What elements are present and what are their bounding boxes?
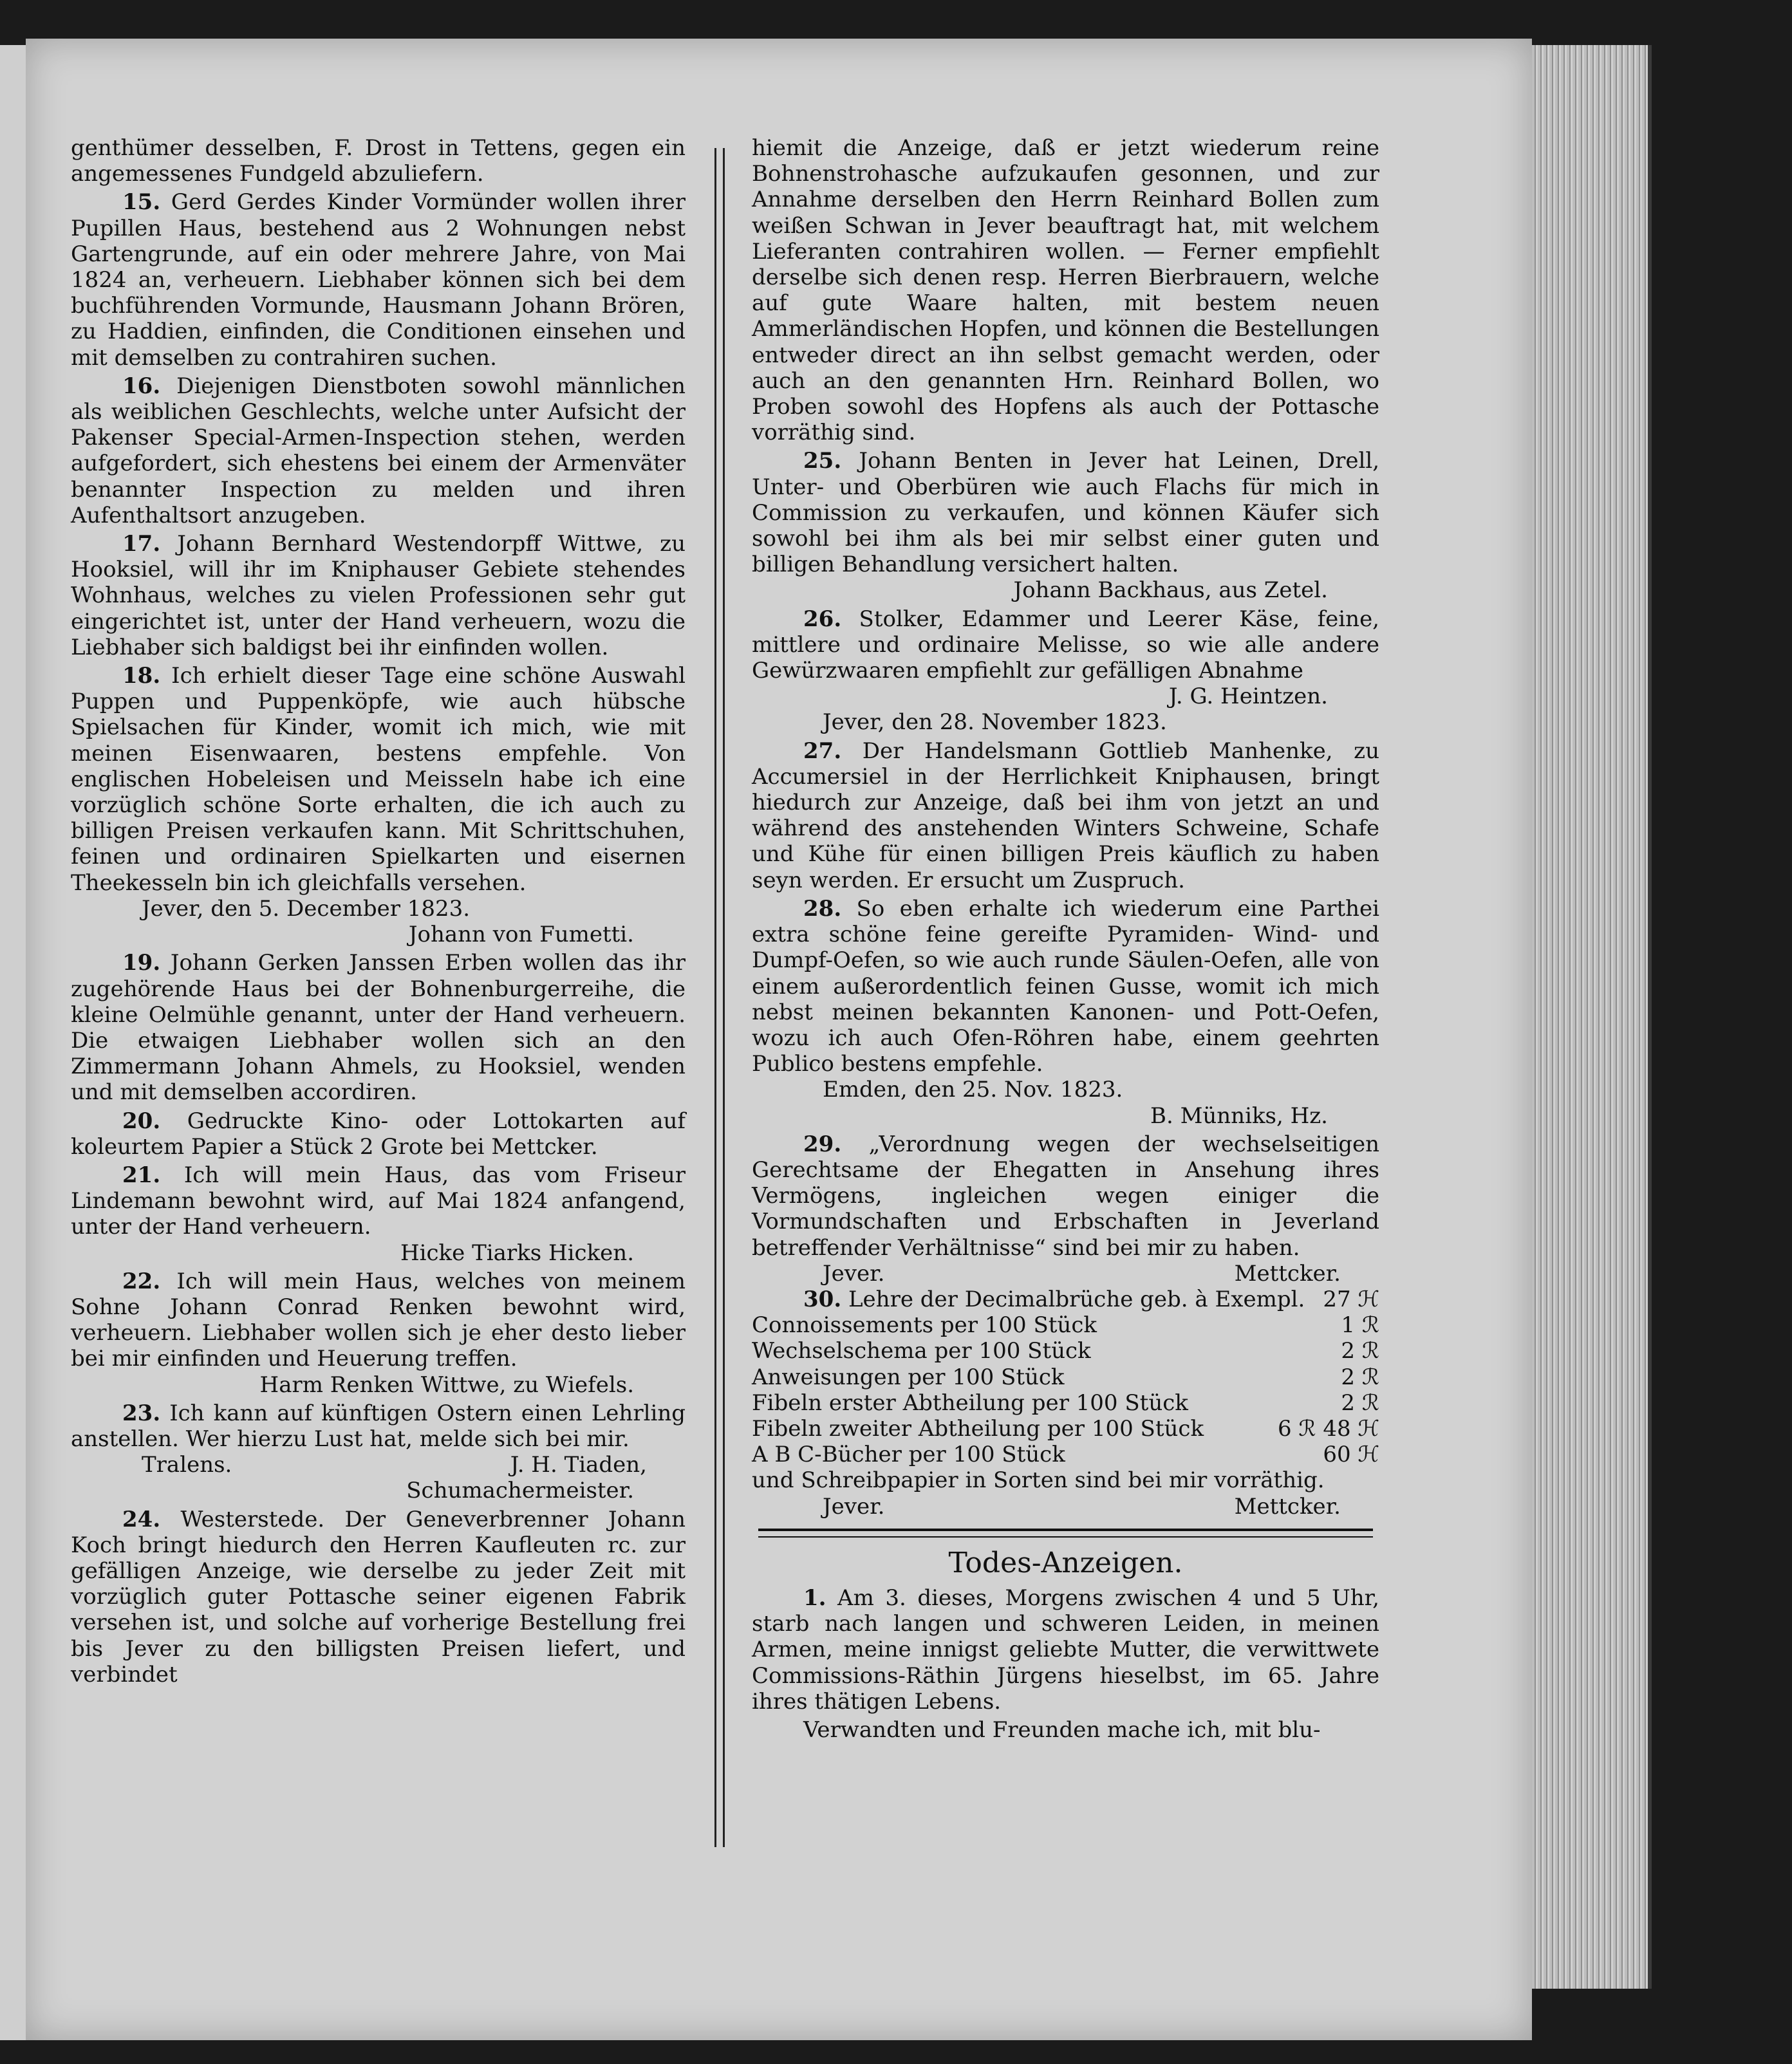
price-value: 27 ℋ xyxy=(1323,1286,1379,1312)
notice-signature-title: Schumachermeister. xyxy=(406,1478,634,1504)
price-label: Anweisungen per 100 Stück xyxy=(752,1364,1065,1390)
notice-text: Stolker, Edammer und Leerer Käse, feine, mittlere und ordinaire Melisse, so wie alle andere Gewürzwaaren empfiehlt zur gefälligen Abnahme xyxy=(752,606,1379,684)
notice-text: Johann Gerken Janssen Erben wollen das ihr zugehörende Haus bei der Bohnenburgerreihe, die kleine Oelmühle genannt, unter der Hand verheuern. Die etwaigen Liebhaber wollen sich an den Zimmermann Johann Ahmels, zu Hooksiel, wenden und mit demselben accordiren. xyxy=(71,950,686,1106)
notice-text: Johann Benten in Jever hat Leinen, Drell, Unter- und Oberbüren wie auch Flachs für mich in Commission zu verkaufen, und können Käufer sich sowohl bei ihm als bei mir selbst einer guten und billigen Behandlung versichert halten. xyxy=(752,448,1380,578)
price-row xyxy=(752,1338,1379,1364)
notice-25 xyxy=(752,448,1379,577)
notice-28 xyxy=(752,896,1379,1077)
notice-number: 17. xyxy=(122,531,161,557)
price-value: 2 ℛ xyxy=(1341,1338,1379,1364)
notice-signature-line xyxy=(71,1452,686,1478)
notice-24 xyxy=(71,1507,686,1687)
intro-text: genthümer desselben, F. Drost in Tettens, gegen ein angemessenes Fundgeld abzuliefern. xyxy=(71,135,686,187)
notice-number: 19. xyxy=(122,950,161,976)
price-value: 1 ℛ xyxy=(1341,1312,1379,1339)
notice-19 xyxy=(71,950,686,1105)
notice-signature: B. Münniks, Hz. xyxy=(1150,1102,1328,1129)
notice-date: Jever, den 5. December 1823. xyxy=(142,895,471,922)
notice-number: 1. xyxy=(803,1585,826,1611)
notice-signature: Johann Backhaus, aus Zetel. xyxy=(1013,577,1328,604)
notice-place: Tralens. xyxy=(142,1452,232,1478)
notice-15 xyxy=(71,189,686,370)
notice-signature-line xyxy=(752,1261,1379,1287)
notice-29 xyxy=(752,1131,1379,1261)
notice-text: Westerstede. Der Geneverbrenner Johann Koch bringt hiedurch den Herren Kaufleuten rc. zur gefälligen Anzeige, wie derselbe zu jeder Zeit mit vorzüglich guter Pottasche seiner eigenen Fabrik versehen ist, und solche auf vorherige Bestellung frei bis Jever zu den billigsten Preisen liefert, und verbindet xyxy=(71,1506,686,1687)
notice-text: Gerd Gerdes Kinder Vormünder wollen ihrer Pupillen Haus, bestehend aus 2 Wohnungen nebst Gartengrunde, auf ein oder mehrere Jahre, von Mai 1824 an, verheuern. Liebhaber können sich bei dem buchführenden Vormunde, Hausmann Johann Brören, zu Haddien, einfinden, die Conditionen einsehen und mit demselben zu contrahiren suchen. xyxy=(71,189,686,371)
notice-number: 29. xyxy=(803,1131,842,1157)
notice-18 xyxy=(71,663,686,896)
price-value: 2 ℛ xyxy=(1341,1364,1379,1390)
notice-number: 25. xyxy=(803,448,842,474)
notice-date: Jever, den 28. November 1823. xyxy=(823,709,1167,736)
price-value: 60 ℋ xyxy=(1323,1442,1379,1468)
notice-signature: J. H. Tiaden, xyxy=(510,1452,647,1478)
notice-number: 21. xyxy=(122,1162,161,1188)
notice-26 xyxy=(752,606,1379,684)
notice-text: Ich will mein Haus, welches von meinem Sohne Johann Conrad Renken bewohnt wird, verheuern. Liebhaber wollen sich je eher desto lieber bei mir einfinden und Heuerung treffen. xyxy=(71,1268,686,1372)
notice-place: Jever. xyxy=(823,1260,885,1287)
notice-27 xyxy=(752,738,1379,893)
notice-number: 18. xyxy=(122,663,161,689)
notice-signature: Mettcker. xyxy=(1234,1493,1341,1520)
notice-number: 15. xyxy=(122,189,161,216)
notice-date: Emden, den 25. Nov. 1823. xyxy=(823,1077,1123,1103)
notice-number: 24. xyxy=(122,1506,161,1532)
notice-number: 26. xyxy=(803,606,842,632)
price-label: Fibeln zweiter Abtheilung per 100 Stück xyxy=(752,1415,1204,1442)
notice-number: 23. xyxy=(122,1400,161,1426)
notice-place: Jever. xyxy=(823,1493,885,1520)
price-list-closing: und Schreibpapier in Sorten sind bei mir vorräthig. xyxy=(752,1467,1325,1494)
notice-text: Diejenigen Dienstboten sowohl männlichen als weiblichen Geschlechts, welche unter Aufsicht der Pakenser Special-Armen-Inspection stehen, werden aufgefordert, sich ehestens bei einem der Armenväter benannter Inspection zu melden und ihren Aufenthaltsort anzugeben. xyxy=(71,373,686,528)
notice-signature: J. G. Heintzen. xyxy=(1168,683,1328,710)
price-row xyxy=(752,1390,1379,1416)
notice-number: 20. xyxy=(122,1108,161,1134)
notice-signature: Johann von Fumetti. xyxy=(408,922,634,948)
notice-text: Ich will mein Haus, das vom Friseur Lindemann bewohnt wird, auf Mai 1824 anfangend, unter der Hand verheuern. xyxy=(71,1162,686,1240)
price-row xyxy=(752,1364,1379,1390)
notice-number: 22. xyxy=(122,1268,161,1294)
price-label: Fibeln erster Abtheilung per 100 Stück xyxy=(752,1390,1188,1416)
death-notice-1 xyxy=(752,1585,1379,1715)
price-label: A B C-Bücher per 100 Stück xyxy=(752,1442,1065,1468)
price-value: 6 ℛ 48 ℋ xyxy=(1277,1415,1379,1442)
notice-signature: Hicke Tiarks Hicken. xyxy=(400,1240,634,1266)
notice-17 xyxy=(71,531,686,660)
notice-23 xyxy=(71,1400,686,1452)
price-value: 2 ℛ xyxy=(1341,1390,1379,1416)
notice-16 xyxy=(71,373,686,528)
notice-number: 28. xyxy=(803,895,842,922)
price-label: Lehre der Decimalbrüche geb. à Exempl. xyxy=(848,1286,1305,1312)
notice-text: Der Handelsmann Gottlieb Manhenke, zu Accumersiel in der Herrlichkeit Kniphausen, bringt hiedurch zur Anzeige, daß bei ihm von jetzt an und während des anstehenden Winters Schweine, Schafe und Kühe für einen billigen Preis käuflich zu haben seyn werden. Er ersucht um Zuspruch. xyxy=(752,738,1379,893)
section-rule xyxy=(758,1529,1373,1538)
column-divider xyxy=(714,148,725,1847)
left-column xyxy=(71,135,686,1687)
deaths-heading: Todes-Anzeigen. xyxy=(948,1546,1183,1579)
death-notice-1-continued: Verwandten und Freunden mache ich, mit blu- xyxy=(803,1716,1321,1743)
notice-signature-line xyxy=(752,1494,1379,1520)
notice-text: Ich erhielt dieser Tage eine schöne Auswahl Puppen und Puppenköpfe, wie auch hübsche Spielsachen für Kinder, womit ich mich, wie mit meinen Eisenwaaren, bestens empfehle. Von englischen Hobeleisen und Meisseln habe ich eine vorzüglich schöne Sorte erhalten, die ich auch zu billigen Preisen verkaufen kann. Mit Schrittschuhen, feinen und ordinairen Spielkarten und eisernen Theekesseln bin ich gleichfalls versehen. xyxy=(71,663,686,896)
notice-text: Am 3. dieses, Morgens zwischen 4 und 5 Uhr, starb nach langen und schweren Leiden, in meinen Armen, meine innigst geliebte Mutter, die verwittwete Commissions-Räthin Jürgens hieselbst, im 65. Jahre ihres thätigen Lebens. xyxy=(752,1585,1379,1715)
notice-22 xyxy=(71,1269,686,1372)
price-row xyxy=(752,1287,1379,1312)
price-row xyxy=(752,1312,1379,1338)
right-column xyxy=(752,135,1379,1743)
notice-number: 27. xyxy=(803,738,842,764)
price-row xyxy=(752,1416,1379,1442)
notice-text: „Verordnung wegen der wechselseitigen Gerechtsame der Ehegatten in Ansehung ihres Vermögens, ingleichen wegen einiger die Vormundschaften und Erbschaften in Jeverland betreffender Verhältnisse“ sind bei mir zu haben. xyxy=(752,1131,1379,1261)
price-row xyxy=(752,1442,1379,1467)
notice-text: So eben erhalte ich wiederum eine Parthei extra schöne feine gereifte Pyramiden- Wind- und Dumpf-Oefen, so wie auch runde Säulen-Oefen, alle von einem außerordentlich feinen Gusse, womit ich mich nebst meinen bekannten Kanonen- und Pott-Oefen, wozu ich auch Ofen-Röhren habe, einem geehrten Publico bestens empfehle. xyxy=(752,895,1380,1077)
notice-number: 16. xyxy=(122,373,161,399)
notice-24-continued: hiemit die Anzeige, daß er jetzt wiederum reine Bohnenstrohasche aufzukaufen gesonnen, und zur Annahme derselben den Herrn Reinhard Bollen zum weißen Schwan in Jever beauftragt hat, mit welchem Lieferanten contrahiren wollen. — Ferner empfiehlt derselbe sich denen resp. Herren Bierbrauern, welche auf gute Waare halten, mit bestem neuen Ammerländischen Hopfen, und können die Bestellungen entweder direct an ihn selbst gemacht werden, oder auch an den genannten Hrn. Reinhard Bollen, wo Proben sowohl des Hopfens als auch der Pottasche vorräthig sind. xyxy=(752,135,1379,446)
notice-text: Johann Bernhard Westendorpff Wittwe, zu Hooksiel, will ihr im Kniphauser Gebiete stehendes Wohnhaus, welches zu vielen Professionen sehr gut eingerichtet ist, unter der Hand verheuern, wozu die Liebhaber sich baldigst bei ihr einfinden wollen. xyxy=(71,531,686,660)
notice-signature: Mettcker. xyxy=(1234,1260,1341,1287)
notice-20 xyxy=(71,1108,686,1160)
price-label: Wechselschema per 100 Stück xyxy=(752,1338,1091,1364)
notice-text: Ich kann auf künftigen Ostern einen Lehrling anstellen. Wer hierzu Lust hat, melde sich bei mir. xyxy=(71,1400,686,1452)
notice-signature: Harm Renken Wittwe, zu Wiefels. xyxy=(259,1371,634,1398)
page-stack-edge xyxy=(1532,45,1652,1989)
price-label: Connoissements per 100 Stück xyxy=(752,1312,1097,1339)
notice-30-price-list xyxy=(752,1287,1379,1520)
notice-text: Gedruckte Kino- oder Lottokarten auf koleurtem Papier a Stück 2 Grote bei Mettcker. xyxy=(71,1108,686,1160)
notice-21 xyxy=(71,1162,686,1240)
notice-number: 30. xyxy=(803,1286,842,1312)
